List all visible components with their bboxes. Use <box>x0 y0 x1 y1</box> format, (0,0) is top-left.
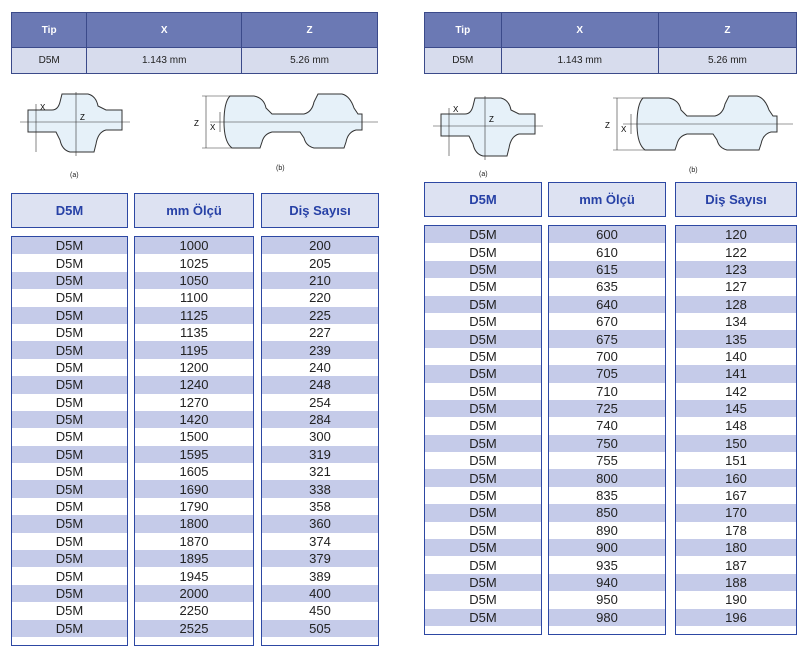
cell-type: D5M <box>425 296 541 313</box>
cell-type: D5M <box>425 522 541 539</box>
cell-type: D5M <box>12 307 127 324</box>
cell-type: D5M <box>12 498 127 515</box>
cell-teeth: 374 <box>262 533 378 550</box>
cell-teeth: 190 <box>676 591 796 608</box>
cell-x: 1.143 mm <box>501 48 658 74</box>
cell-type: D5M <box>12 254 127 271</box>
cell-size: 1240 <box>135 376 253 393</box>
cell-size: 710 <box>549 383 665 400</box>
tooth-profile-diagram-left <box>10 82 390 182</box>
z-label: Z <box>80 113 85 122</box>
cell-teeth: 210 <box>262 272 378 289</box>
cell-size: 1135 <box>135 324 253 341</box>
cell-teeth: 145 <box>676 400 796 417</box>
cell-type: D5M <box>12 359 127 376</box>
cell-teeth: 338 <box>262 480 378 497</box>
cell-teeth: 128 <box>676 296 796 313</box>
cell-size: 1050 <box>135 272 253 289</box>
cell-type: D5M <box>12 376 127 393</box>
cell-type: D5M <box>425 365 541 382</box>
cell-size: 2525 <box>135 620 253 637</box>
tooth-profile-b <box>605 96 793 174</box>
cell-type: D5M <box>425 243 541 260</box>
header-z: Z <box>658 13 796 48</box>
cell-teeth: 187 <box>676 556 796 573</box>
cell-type: D5M <box>12 446 127 463</box>
cell-size: 835 <box>549 487 665 504</box>
cell-size: 1200 <box>135 359 253 376</box>
cell-size: 980 <box>549 609 665 626</box>
cell-size: 1945 <box>135 567 253 584</box>
caption-a: (a) <box>70 172 79 179</box>
cell-type: D5M <box>12 341 127 358</box>
header-x: X <box>501 13 658 48</box>
spec-table-left <box>11 12 378 74</box>
cell-size: 675 <box>549 330 665 347</box>
cell-teeth: 180 <box>676 539 796 556</box>
cell-type: D5M <box>425 504 541 521</box>
tooth-profile-diagram-right <box>423 88 803 180</box>
cell-type: D5M <box>425 609 541 626</box>
cell-tip: D5M <box>12 48 87 74</box>
cell-size: 2250 <box>135 602 253 619</box>
cell-teeth: 150 <box>676 435 796 452</box>
cell-teeth: 120 <box>676 226 796 243</box>
cell-teeth: 248 <box>262 376 378 393</box>
cell-type: D5M <box>425 330 541 347</box>
cell-teeth: 134 <box>676 313 796 330</box>
cell-size: 725 <box>549 400 665 417</box>
cell-size: 1000 <box>135 237 253 254</box>
cell-teeth: 284 <box>262 411 378 428</box>
cell-z: 5.26 mm <box>242 48 378 74</box>
cell-type: D5M <box>12 463 127 480</box>
cell-size: 950 <box>549 591 665 608</box>
z-label: Z <box>194 119 199 128</box>
cell-size: 850 <box>549 504 665 521</box>
column-header-type: D5M <box>11 193 128 228</box>
header-z: Z <box>242 13 378 48</box>
cell-size: 1870 <box>135 533 253 550</box>
cell-size: 890 <box>549 522 665 539</box>
cell-teeth: 505 <box>262 620 378 637</box>
cell-teeth: 127 <box>676 278 796 295</box>
cell-type: D5M <box>425 278 541 295</box>
cell-type: D5M <box>12 289 127 306</box>
cell-teeth: 227 <box>262 324 378 341</box>
cell-teeth: 188 <box>676 574 796 591</box>
column-header-type: D5M <box>424 182 542 217</box>
column-size <box>548 225 666 635</box>
cell-size: 935 <box>549 556 665 573</box>
z-label: Z <box>605 121 610 130</box>
cell-type: D5M <box>12 480 127 497</box>
column-type <box>11 236 128 646</box>
cell-type: D5M <box>12 602 127 619</box>
column-teeth <box>261 236 379 646</box>
column-header-size: mm Ölçü <box>134 193 254 228</box>
cell-type: D5M <box>425 400 541 417</box>
x-label: X <box>621 125 627 134</box>
cell-type: D5M <box>425 487 541 504</box>
cell-teeth: 205 <box>262 254 378 271</box>
header-tip: Tip <box>425 13 502 48</box>
cell-x: 1.143 mm <box>87 48 242 74</box>
cell-teeth: 300 <box>262 428 378 445</box>
cell-size: 1895 <box>135 550 253 567</box>
cell-type: D5M <box>12 411 127 428</box>
cell-size: 2000 <box>135 585 253 602</box>
cell-teeth: 321 <box>262 463 378 480</box>
cell-type: D5M <box>12 428 127 445</box>
cell-size: 1800 <box>135 515 253 532</box>
cell-tip: D5M <box>425 48 502 74</box>
cell-size: 1125 <box>135 307 253 324</box>
cell-type: D5M <box>425 539 541 556</box>
cell-size: 640 <box>549 296 665 313</box>
spec-table-right <box>424 12 797 74</box>
cell-size: 1270 <box>135 394 253 411</box>
cell-size: 1595 <box>135 446 253 463</box>
cell-size: 615 <box>549 261 665 278</box>
caption-b: (b) <box>276 165 285 172</box>
cell-size: 940 <box>549 574 665 591</box>
cell-teeth: 135 <box>676 330 796 347</box>
cell-teeth: 141 <box>676 365 796 382</box>
cell-type: D5M <box>12 237 127 254</box>
cell-size: 1790 <box>135 498 253 515</box>
cell-size: 670 <box>549 313 665 330</box>
cell-size: 755 <box>549 452 665 469</box>
column-header-teeth: Diş Sayısı <box>261 193 379 228</box>
cell-type: D5M <box>12 585 127 602</box>
cell-teeth: 148 <box>676 417 796 434</box>
cell-teeth: 142 <box>676 383 796 400</box>
cell-size: 610 <box>549 243 665 260</box>
cell-teeth: 151 <box>676 452 796 469</box>
cell-type: D5M <box>425 574 541 591</box>
cell-size: 1690 <box>135 480 253 497</box>
cell-size: 1195 <box>135 341 253 358</box>
cell-size: 705 <box>549 365 665 382</box>
x-label: X <box>453 105 459 114</box>
tooth-profile-b <box>194 94 378 172</box>
cell-z: 5.26 mm <box>658 48 796 74</box>
cell-size: 1100 <box>135 289 253 306</box>
cell-size: 635 <box>549 278 665 295</box>
column-header-size: mm Ölçü <box>548 182 666 217</box>
cell-teeth: 400 <box>262 585 378 602</box>
tooth-profile-a <box>20 92 130 179</box>
cell-teeth: 360 <box>262 515 378 532</box>
z-label: Z <box>489 115 494 124</box>
cell-teeth: 239 <box>262 341 378 358</box>
cell-type: D5M <box>12 567 127 584</box>
column-type <box>424 225 542 635</box>
cell-teeth: 123 <box>676 261 796 278</box>
cell-teeth: 389 <box>262 567 378 584</box>
caption-a: (a) <box>479 171 488 178</box>
cell-teeth: 160 <box>676 469 796 486</box>
cell-type: D5M <box>12 324 127 341</box>
cell-teeth: 358 <box>262 498 378 515</box>
header-tip: Tip <box>12 13 87 48</box>
cell-teeth: 167 <box>676 487 796 504</box>
cell-teeth: 196 <box>676 609 796 626</box>
cell-type: D5M <box>425 591 541 608</box>
cell-type: D5M <box>425 226 541 243</box>
cell-type: D5M <box>12 272 127 289</box>
tooth-profile-a <box>433 96 543 178</box>
cell-type: D5M <box>425 313 541 330</box>
x-label: X <box>40 103 46 112</box>
cell-type: D5M <box>12 550 127 567</box>
column-header-teeth: Diş Sayısı <box>675 182 797 217</box>
cell-type: D5M <box>425 417 541 434</box>
header-x: X <box>87 13 242 48</box>
cell-type: D5M <box>425 383 541 400</box>
cell-teeth: 220 <box>262 289 378 306</box>
cell-teeth: 379 <box>262 550 378 567</box>
cell-size: 900 <box>549 539 665 556</box>
cell-teeth: 178 <box>676 522 796 539</box>
cell-type: D5M <box>425 469 541 486</box>
cell-type: D5M <box>12 515 127 532</box>
cell-teeth: 200 <box>262 237 378 254</box>
cell-type: D5M <box>12 394 127 411</box>
cell-teeth: 170 <box>676 504 796 521</box>
cell-type: D5M <box>12 533 127 550</box>
cell-size: 600 <box>549 226 665 243</box>
cell-size: 800 <box>549 469 665 486</box>
cell-type: D5M <box>425 261 541 278</box>
cell-teeth: 122 <box>676 243 796 260</box>
cell-teeth: 254 <box>262 394 378 411</box>
x-label: X <box>210 123 216 132</box>
caption-b: (b) <box>689 167 698 174</box>
column-teeth <box>675 225 797 635</box>
cell-teeth: 319 <box>262 446 378 463</box>
cell-size: 1420 <box>135 411 253 428</box>
cell-teeth: 450 <box>262 602 378 619</box>
cell-type: D5M <box>425 348 541 365</box>
cell-size: 1025 <box>135 254 253 271</box>
cell-teeth: 140 <box>676 348 796 365</box>
cell-size: 1500 <box>135 428 253 445</box>
cell-type: D5M <box>12 620 127 637</box>
cell-teeth: 240 <box>262 359 378 376</box>
cell-size: 1605 <box>135 463 253 480</box>
cell-teeth: 225 <box>262 307 378 324</box>
cell-size: 700 <box>549 348 665 365</box>
cell-size: 740 <box>549 417 665 434</box>
cell-size: 750 <box>549 435 665 452</box>
cell-type: D5M <box>425 556 541 573</box>
cell-type: D5M <box>425 435 541 452</box>
column-size <box>134 236 254 646</box>
cell-type: D5M <box>425 452 541 469</box>
